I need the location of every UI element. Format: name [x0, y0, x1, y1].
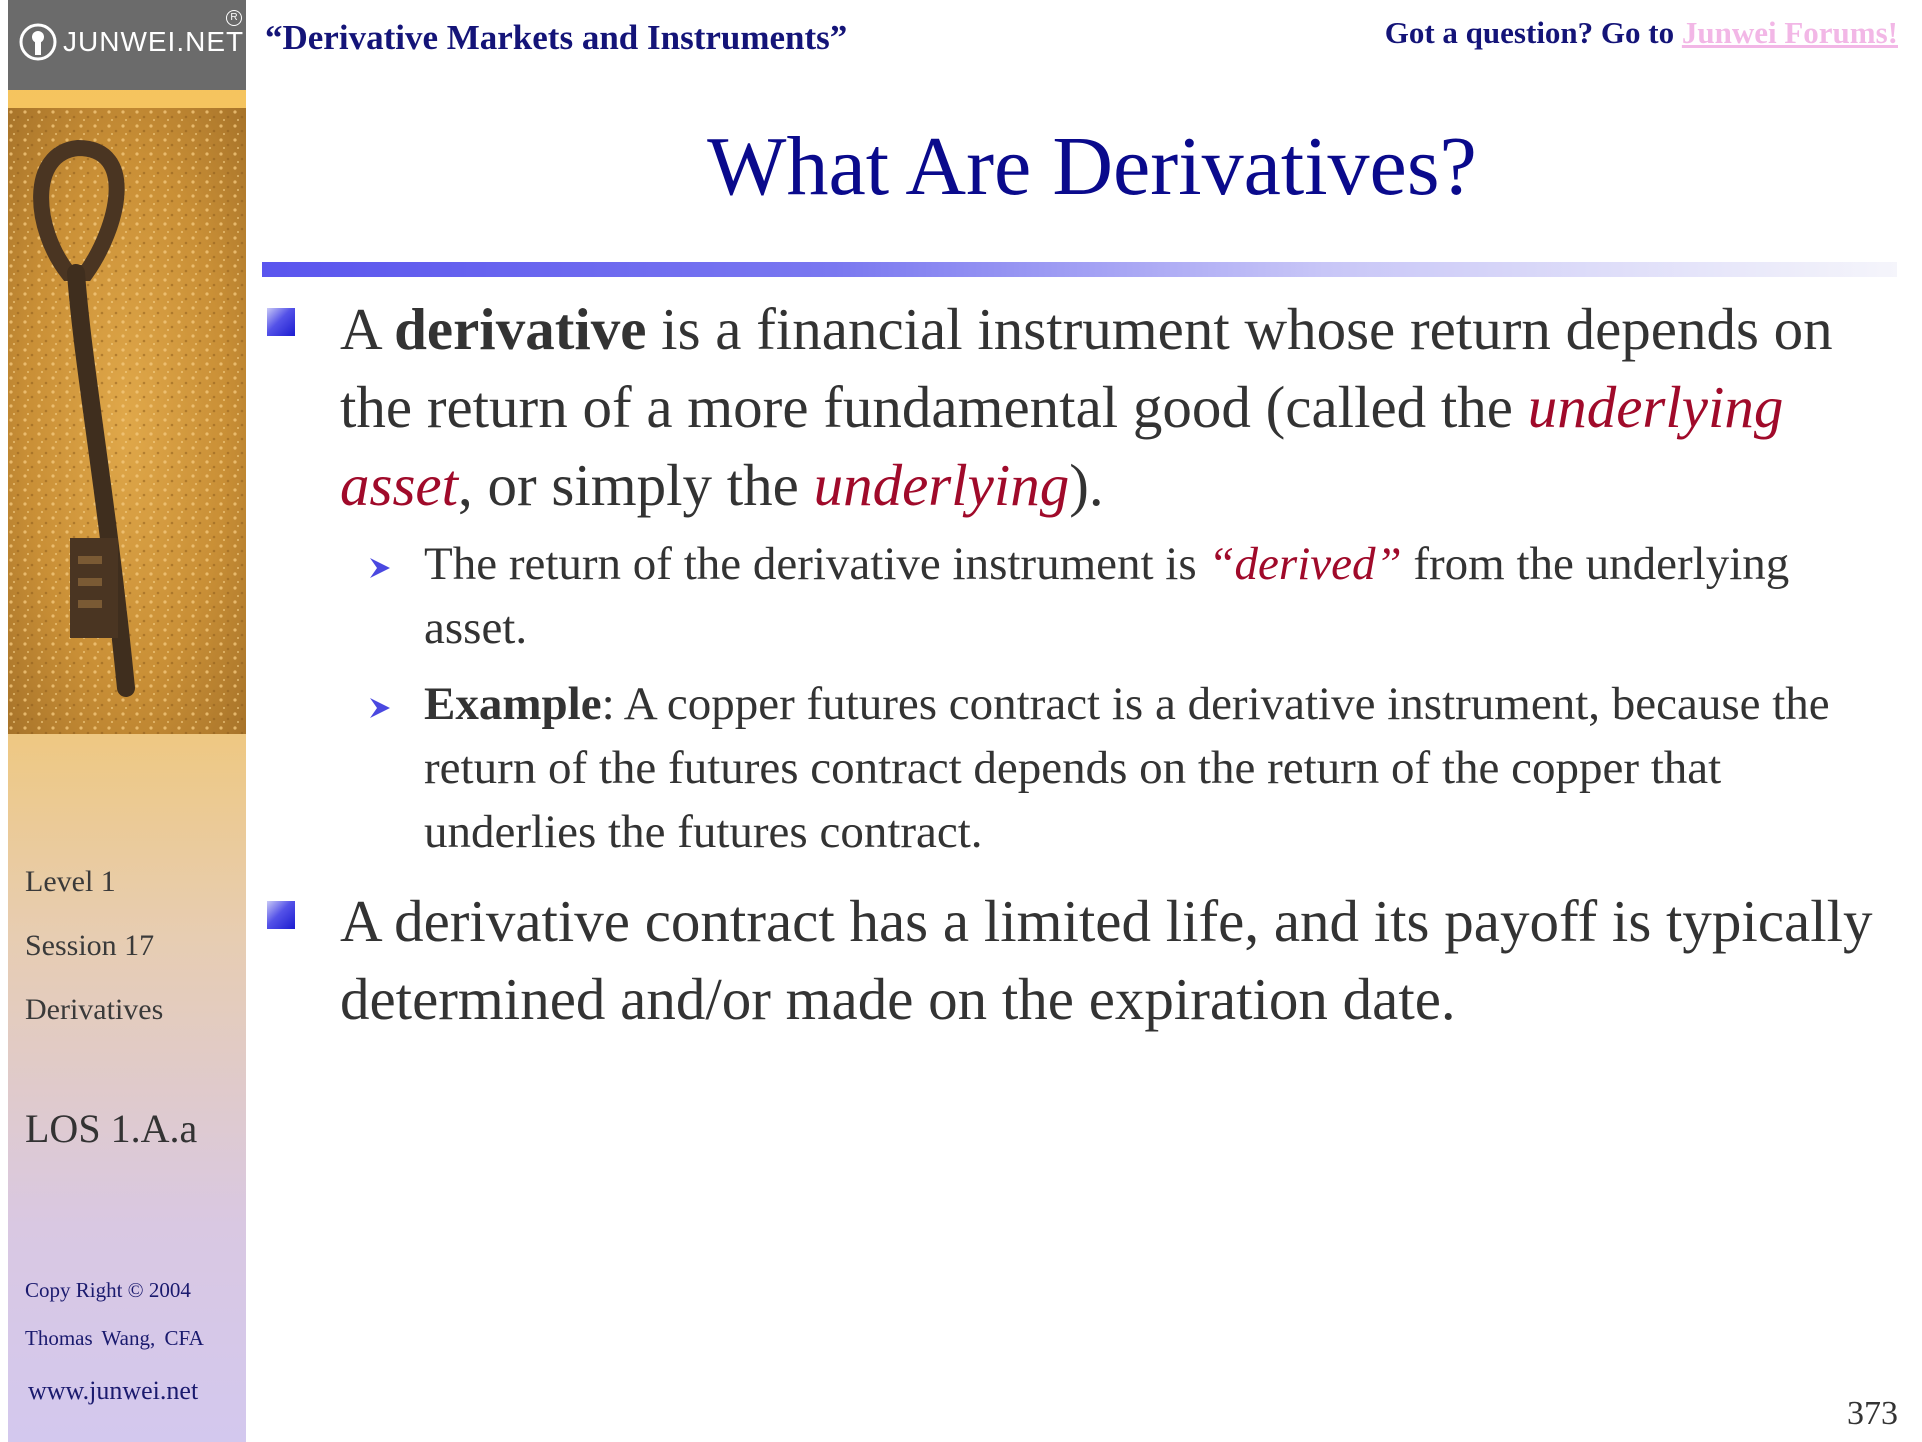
sub-bullet-example — [424, 672, 1864, 864]
sidebar-level: Level 1 — [25, 865, 116, 898]
chevron-right-icon — [364, 693, 394, 723]
key-image — [8, 108, 246, 734]
sidebar-session: Session 17 — [25, 929, 155, 962]
sidebar — [8, 0, 246, 1442]
text-run: is a financial instrument whose return depends on the return of a more fundamental good (called the — [340, 296, 1833, 440]
text-run: : A copper futures contract is a derivative instrument, because the return of the futures contract depends on the return of the copper that underlies the futures contract. — [424, 678, 1830, 858]
course-title: “Derivative Markets and Instruments” — [265, 18, 848, 57]
title-divider — [262, 262, 1897, 277]
term-underlying-asset: underlying asset — [340, 374, 1784, 518]
junwei-logo[interactable] — [8, 0, 246, 90]
chevron-right-icon — [364, 553, 394, 583]
text-run: , or simply the — [458, 452, 814, 518]
forum-prompt — [1385, 15, 1898, 51]
sidebar-topic: Derivatives — [25, 993, 164, 1026]
sub-bullet-derived — [424, 532, 1864, 660]
text-run: The return of the derivative instrument is — [424, 538, 1209, 590]
sidebar-copyright: Copy Right © 2004 — [25, 1278, 191, 1302]
term-underlying: underlying — [813, 452, 1070, 518]
bullet-derivative-definition — [340, 290, 1900, 524]
sidebar-url[interactable]: www.junwei.net — [28, 1376, 199, 1405]
forum-prompt-text: Got a question? Go to — [1384, 15, 1682, 50]
text-run: from the underlying asset. — [424, 538, 1790, 654]
registered-mark: R — [226, 10, 242, 26]
term-derived: “derived” — [1208, 538, 1402, 590]
text-run: A — [340, 296, 395, 362]
text-run: ). — [1069, 452, 1104, 518]
bullet-square-icon — [267, 901, 295, 929]
bullet-limited-life: A derivative contract has a limited life, and its payoff is typically determined and/or made on the expiration date. — [340, 888, 1873, 1032]
forum-link[interactable]: Junwei Forums! — [1681, 15, 1898, 50]
page-number: 373 — [1847, 1395, 1898, 1432]
logo-text: JUNWEI.NET — [63, 26, 245, 57]
logo-key-icon — [18, 22, 58, 62]
label-example: Example — [424, 678, 602, 730]
term-derivative: derivative — [394, 296, 647, 362]
sidebar-author: Thomas Wang, CFA — [25, 1326, 204, 1350]
sidebar-los: LOS 1.A.a — [25, 1106, 198, 1151]
bullet-square-icon — [267, 308, 295, 336]
slide-title: What Are Derivatives? — [707, 120, 1477, 213]
